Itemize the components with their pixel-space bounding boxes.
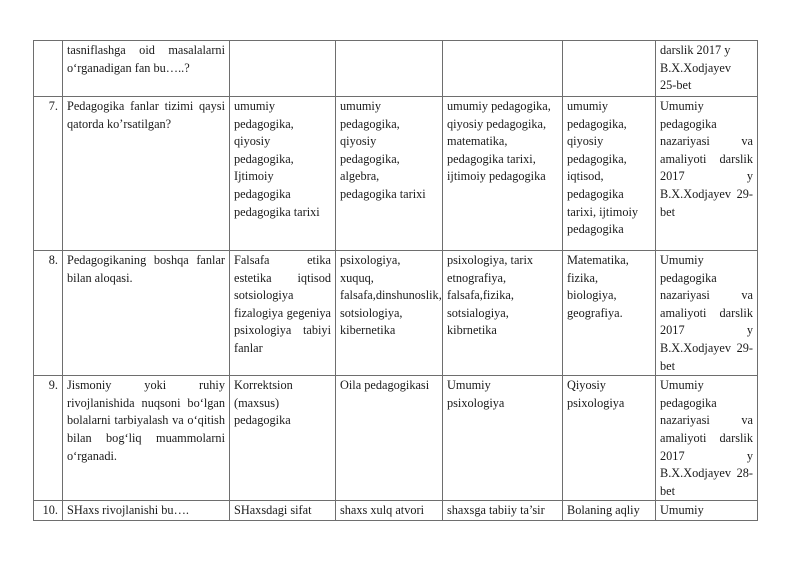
answer-c: shaxsga tabiiy ta’sir	[443, 501, 563, 521]
source-reference: darslik 2017 y B.X.Xodjayev 25-bet	[656, 41, 758, 97]
table-row	[34, 501, 758, 521]
answer-c: umumiy pedagogika, qiyosiy pedagogika, matematika, pedagogika tarixi, ijtimoiy pedagogika	[443, 97, 563, 251]
question-text: tasniflashga oid masalalarni o‘rganadigan fan bu…..?	[63, 41, 230, 97]
answer-b: psixologiya, xuquq, falsafa,dinshunoslik, sotsiologiya, kibernetika	[336, 251, 443, 376]
source-reference: Umumiy pedagogika nazariyasi va amaliyoti darslik 2017 y B.X.Xodjayev 29-bet	[656, 251, 758, 376]
answer-a: Falsafa etika estetika iqtisod sotsiologiya fizalogiya gegeniya psixologiya tabiyi fanlar	[230, 251, 336, 376]
question-text: Pedagogika fanlar tizimi qaysi qatorda ko’rsatilgan?	[63, 97, 230, 251]
answer-a	[230, 41, 336, 97]
table-row	[34, 251, 758, 376]
answer-d: umumiy pedagogika, qiyosiy pedagogika, iqtisod, pedagogika tarixi, ijtimoiy pedagogika	[563, 97, 656, 251]
table-row	[34, 376, 758, 501]
question-text: Pedagogikaning boshqa fanlar bilan aloqasi.	[63, 251, 230, 376]
table-row	[34, 97, 758, 251]
question-number: 8.	[34, 251, 63, 376]
source-reference: Umumiy pedagogika nazariyasi va amaliyoti darslik 2017 y B.X.Xodjayev 29-bet	[656, 97, 758, 251]
test-questions-table	[33, 40, 758, 521]
source-reference: Umumiy pedagogika nazariyasi va amaliyoti darslik 2017 y B.X.Xodjayev 28-bet	[656, 376, 758, 501]
question-text: Jismoniy yoki ruhiy rivojlanishida nuqsoni bo‘lgan bolalarni tarbiyalash va o‘qitish bilan bog‘liq muammolarni o‘rganadi.	[63, 376, 230, 501]
answer-d	[563, 41, 656, 97]
answer-c: psixologiya, tarix etnografiya, falsafa,fizika, sotsialogiya, kibrnetika	[443, 251, 563, 376]
question-number	[34, 41, 63, 97]
answer-a: Korrektsion (maxsus) pedagogika	[230, 376, 336, 501]
table-row	[34, 41, 758, 97]
answer-d: Qiyosiy psixologiya	[563, 376, 656, 501]
answer-b	[336, 41, 443, 97]
answer-d: Matematika, fizika, biologiya, geografiya.	[563, 251, 656, 376]
question-number: 7.	[34, 97, 63, 251]
question-text: SHaxs rivojlanishi bu….	[63, 501, 230, 521]
source-reference: Umumiy	[656, 501, 758, 521]
answer-c	[443, 41, 563, 97]
answer-b: umumiy pedagogika, qiyosiy pedagogika, algebra, pedagogika tarixi	[336, 97, 443, 251]
answer-d: Bolaning aqliy	[563, 501, 656, 521]
answer-a: SHaxsdagi sifat	[230, 501, 336, 521]
answer-b: shaxs xulq atvori	[336, 501, 443, 521]
question-number: 9.	[34, 376, 63, 501]
answer-a: umumiy pedagogika, qiyosiy pedagogika, Ijtimoiy pedagogika pedagogika tarixi	[230, 97, 336, 251]
answer-b: Oila pedagogikasi	[336, 376, 443, 501]
question-number: 10.	[34, 501, 63, 521]
answer-c: Umumiy psixologiya	[443, 376, 563, 501]
